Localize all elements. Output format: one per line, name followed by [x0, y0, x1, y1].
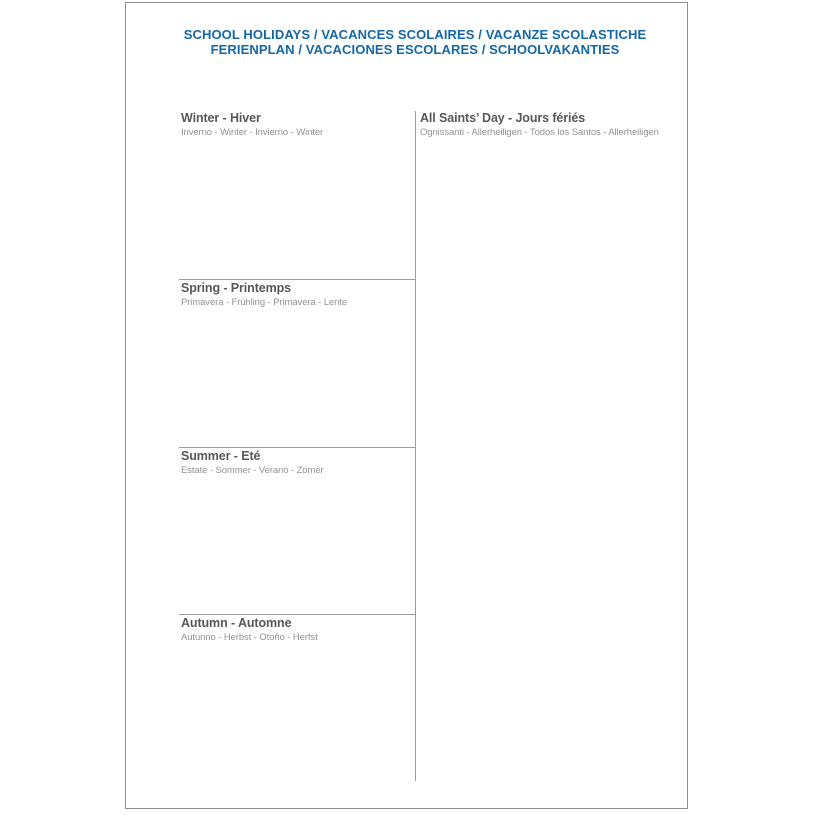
page-title-line2: FERIENPLAN / VACACIONES ESCOLARES / SCHOOLVAKANTIES	[210, 42, 620, 57]
section-summer	[181, 450, 324, 476]
section-summer-title: Summer - Eté	[181, 449, 261, 463]
column-divider	[415, 111, 416, 781]
section-spring-title: Spring - Printemps	[181, 281, 292, 295]
page-title-line1: SCHOOL HOLIDAYS / VACANCES SCOLAIRES / VACANZE SCOLASTICHE	[183, 27, 647, 42]
section-all-saints-day-title: All Saints’ Day - Jours fériés	[420, 111, 586, 125]
section-divider	[179, 614, 415, 615]
section-spring-subtitle: Primavera - Frühling - Primavera - Lente	[181, 297, 347, 308]
section-winter-title: Winter - Hiver	[181, 111, 261, 125]
section-autumn-subtitle: Autunno - Herbst - Otoño - Herfst	[181, 632, 318, 643]
section-all-saints-day-subtitle: Ognissanti - Allerheiligen - Todos los Santos - Allerheiligen	[420, 127, 659, 138]
section-all-saints-day	[420, 112, 659, 138]
section-autumn-title: Autumn - Automne	[181, 616, 292, 630]
section-spring	[181, 282, 347, 308]
section-autumn	[181, 617, 318, 643]
page-title	[179, 27, 651, 57]
section-divider	[179, 447, 415, 448]
section-summer-subtitle: Estate - Sommer - Verano - Zomer	[181, 465, 324, 476]
section-winter-subtitle: Inverno - Winter - Invierno - Winter	[181, 127, 324, 138]
planner-page	[125, 2, 688, 809]
section-winter	[181, 112, 323, 138]
section-divider	[179, 279, 415, 280]
